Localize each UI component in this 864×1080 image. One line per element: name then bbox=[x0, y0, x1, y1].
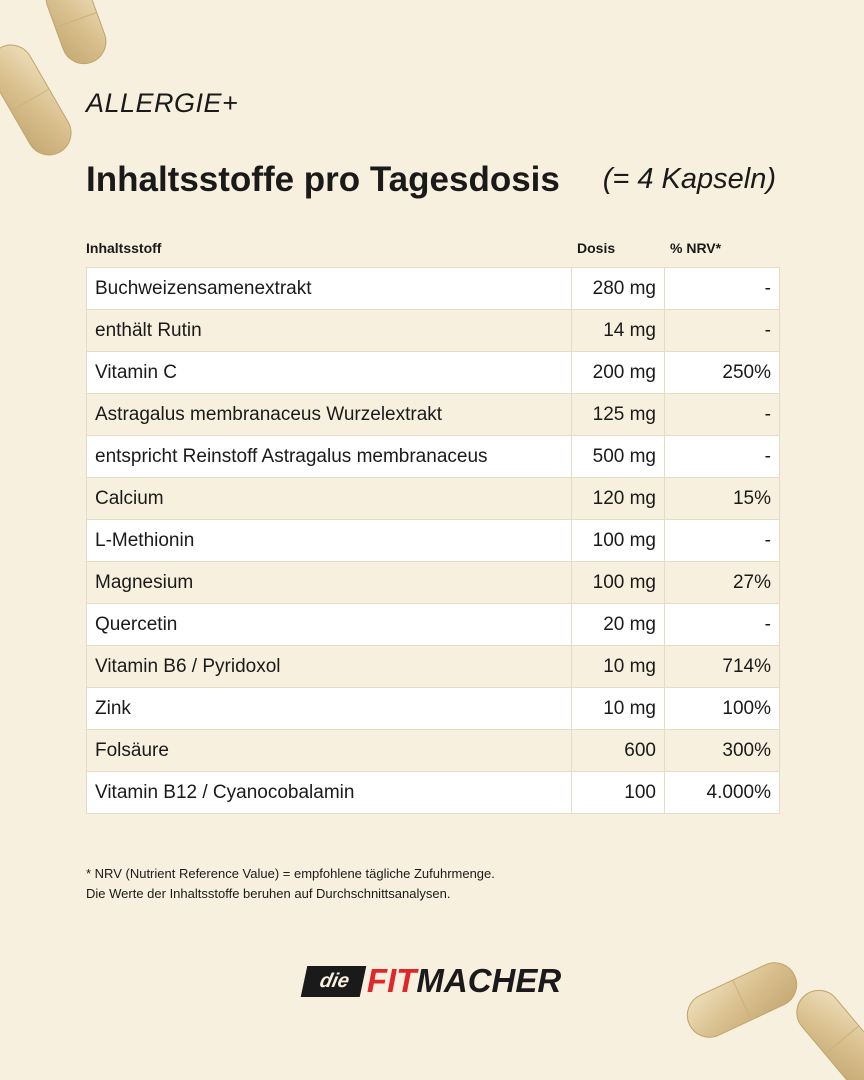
ingredient-nrv: 300% bbox=[665, 730, 780, 772]
ingredient-name: Buchweizensamenextrakt bbox=[87, 268, 572, 310]
table-row bbox=[87, 562, 780, 604]
footnote-analysis: Die Werte der Inhaltsstoffe beruhen auf Durchschnittsanalysen. bbox=[86, 886, 451, 901]
ingredient-name: Vitamin B12 / Cyanocobalamin bbox=[87, 772, 572, 814]
ingredient-dose: 600 bbox=[572, 730, 665, 772]
ingredient-name: Quercetin bbox=[87, 604, 572, 646]
table-row bbox=[87, 394, 780, 436]
page-subtitle: (= 4 Kapseln) bbox=[602, 163, 776, 195]
ingredient-dose: 280 mg bbox=[572, 268, 665, 310]
column-header-ingredient: Inhaltsstoff bbox=[86, 240, 162, 256]
footnote bbox=[86, 864, 495, 904]
table-row bbox=[87, 688, 780, 730]
table-row bbox=[87, 436, 780, 478]
ingredient-nrv: - bbox=[665, 394, 780, 436]
ingredient-dose: 14 mg bbox=[572, 310, 665, 352]
page-title: Inhaltsstoffe pro Tagesdosis bbox=[86, 160, 560, 199]
logo-macher: MACHER bbox=[416, 962, 562, 999]
ingredient-name: Vitamin B6 / Pyridoxol bbox=[87, 646, 572, 688]
ingredient-name: enthält Rutin bbox=[87, 310, 572, 352]
capsule-icon bbox=[40, 0, 112, 70]
ingredient-dose: 200 mg bbox=[572, 352, 665, 394]
ingredient-name: entspricht Reinstoff Astragalus membranaceus bbox=[87, 436, 572, 478]
brand-logo bbox=[304, 962, 561, 1000]
ingredient-dose: 100 mg bbox=[572, 562, 665, 604]
ingredient-dose: 125 mg bbox=[572, 394, 665, 436]
capsule-icon bbox=[788, 981, 864, 1080]
table-row bbox=[87, 730, 780, 772]
ingredient-dose: 100 mg bbox=[572, 520, 665, 562]
ingredient-dose: 500 mg bbox=[572, 436, 665, 478]
ingredient-dose: 10 mg bbox=[572, 646, 665, 688]
capsule-icon bbox=[680, 956, 804, 1045]
ingredient-nrv: 100% bbox=[665, 688, 780, 730]
ingredients-table bbox=[86, 267, 780, 814]
ingredient-name: Magnesium bbox=[87, 562, 572, 604]
column-header-dose: Dosis bbox=[577, 240, 616, 256]
ingredient-nrv: 250% bbox=[665, 352, 780, 394]
ingredient-dose: 20 mg bbox=[572, 604, 665, 646]
ingredient-name: Astragalus membranaceus Wurzelextrakt bbox=[87, 394, 572, 436]
table-row bbox=[87, 520, 780, 562]
footnote-nrv: * NRV (Nutrient Reference Value) = empfohlene tägliche Zufuhrmenge. bbox=[86, 866, 495, 881]
logo-fit: FIT bbox=[366, 962, 417, 999]
ingredient-name: Zink bbox=[87, 688, 572, 730]
table-row bbox=[87, 646, 780, 688]
table-row bbox=[87, 478, 780, 520]
logo-die: die bbox=[301, 966, 366, 997]
ingredient-name: Folsäure bbox=[87, 730, 572, 772]
ingredient-dose: 10 mg bbox=[572, 688, 665, 730]
ingredient-name: Vitamin C bbox=[87, 352, 572, 394]
column-header-nrv: % NRV* bbox=[670, 240, 722, 256]
ingredient-nrv: 4.000% bbox=[665, 772, 780, 814]
table-row bbox=[87, 772, 780, 814]
ingredient-nrv: 27% bbox=[665, 562, 780, 604]
ingredient-dose: 120 mg bbox=[572, 478, 665, 520]
table-row bbox=[87, 268, 780, 310]
table-row bbox=[87, 604, 780, 646]
ingredient-nrv: 15% bbox=[665, 478, 780, 520]
capsule-icon bbox=[0, 37, 79, 163]
table-row bbox=[87, 310, 780, 352]
product-name: ALLERGIE+ bbox=[86, 88, 239, 118]
ingredient-dose: 100 bbox=[572, 772, 665, 814]
ingredient-nrv: - bbox=[665, 604, 780, 646]
ingredient-name: Calcium bbox=[87, 478, 572, 520]
ingredient-nrv: - bbox=[665, 268, 780, 310]
table-row bbox=[87, 352, 780, 394]
ingredient-nrv: - bbox=[665, 436, 780, 478]
ingredient-nrv: 714% bbox=[665, 646, 780, 688]
ingredient-name: L-Methionin bbox=[87, 520, 572, 562]
ingredient-nrv: - bbox=[665, 520, 780, 562]
ingredient-nrv: - bbox=[665, 310, 780, 352]
